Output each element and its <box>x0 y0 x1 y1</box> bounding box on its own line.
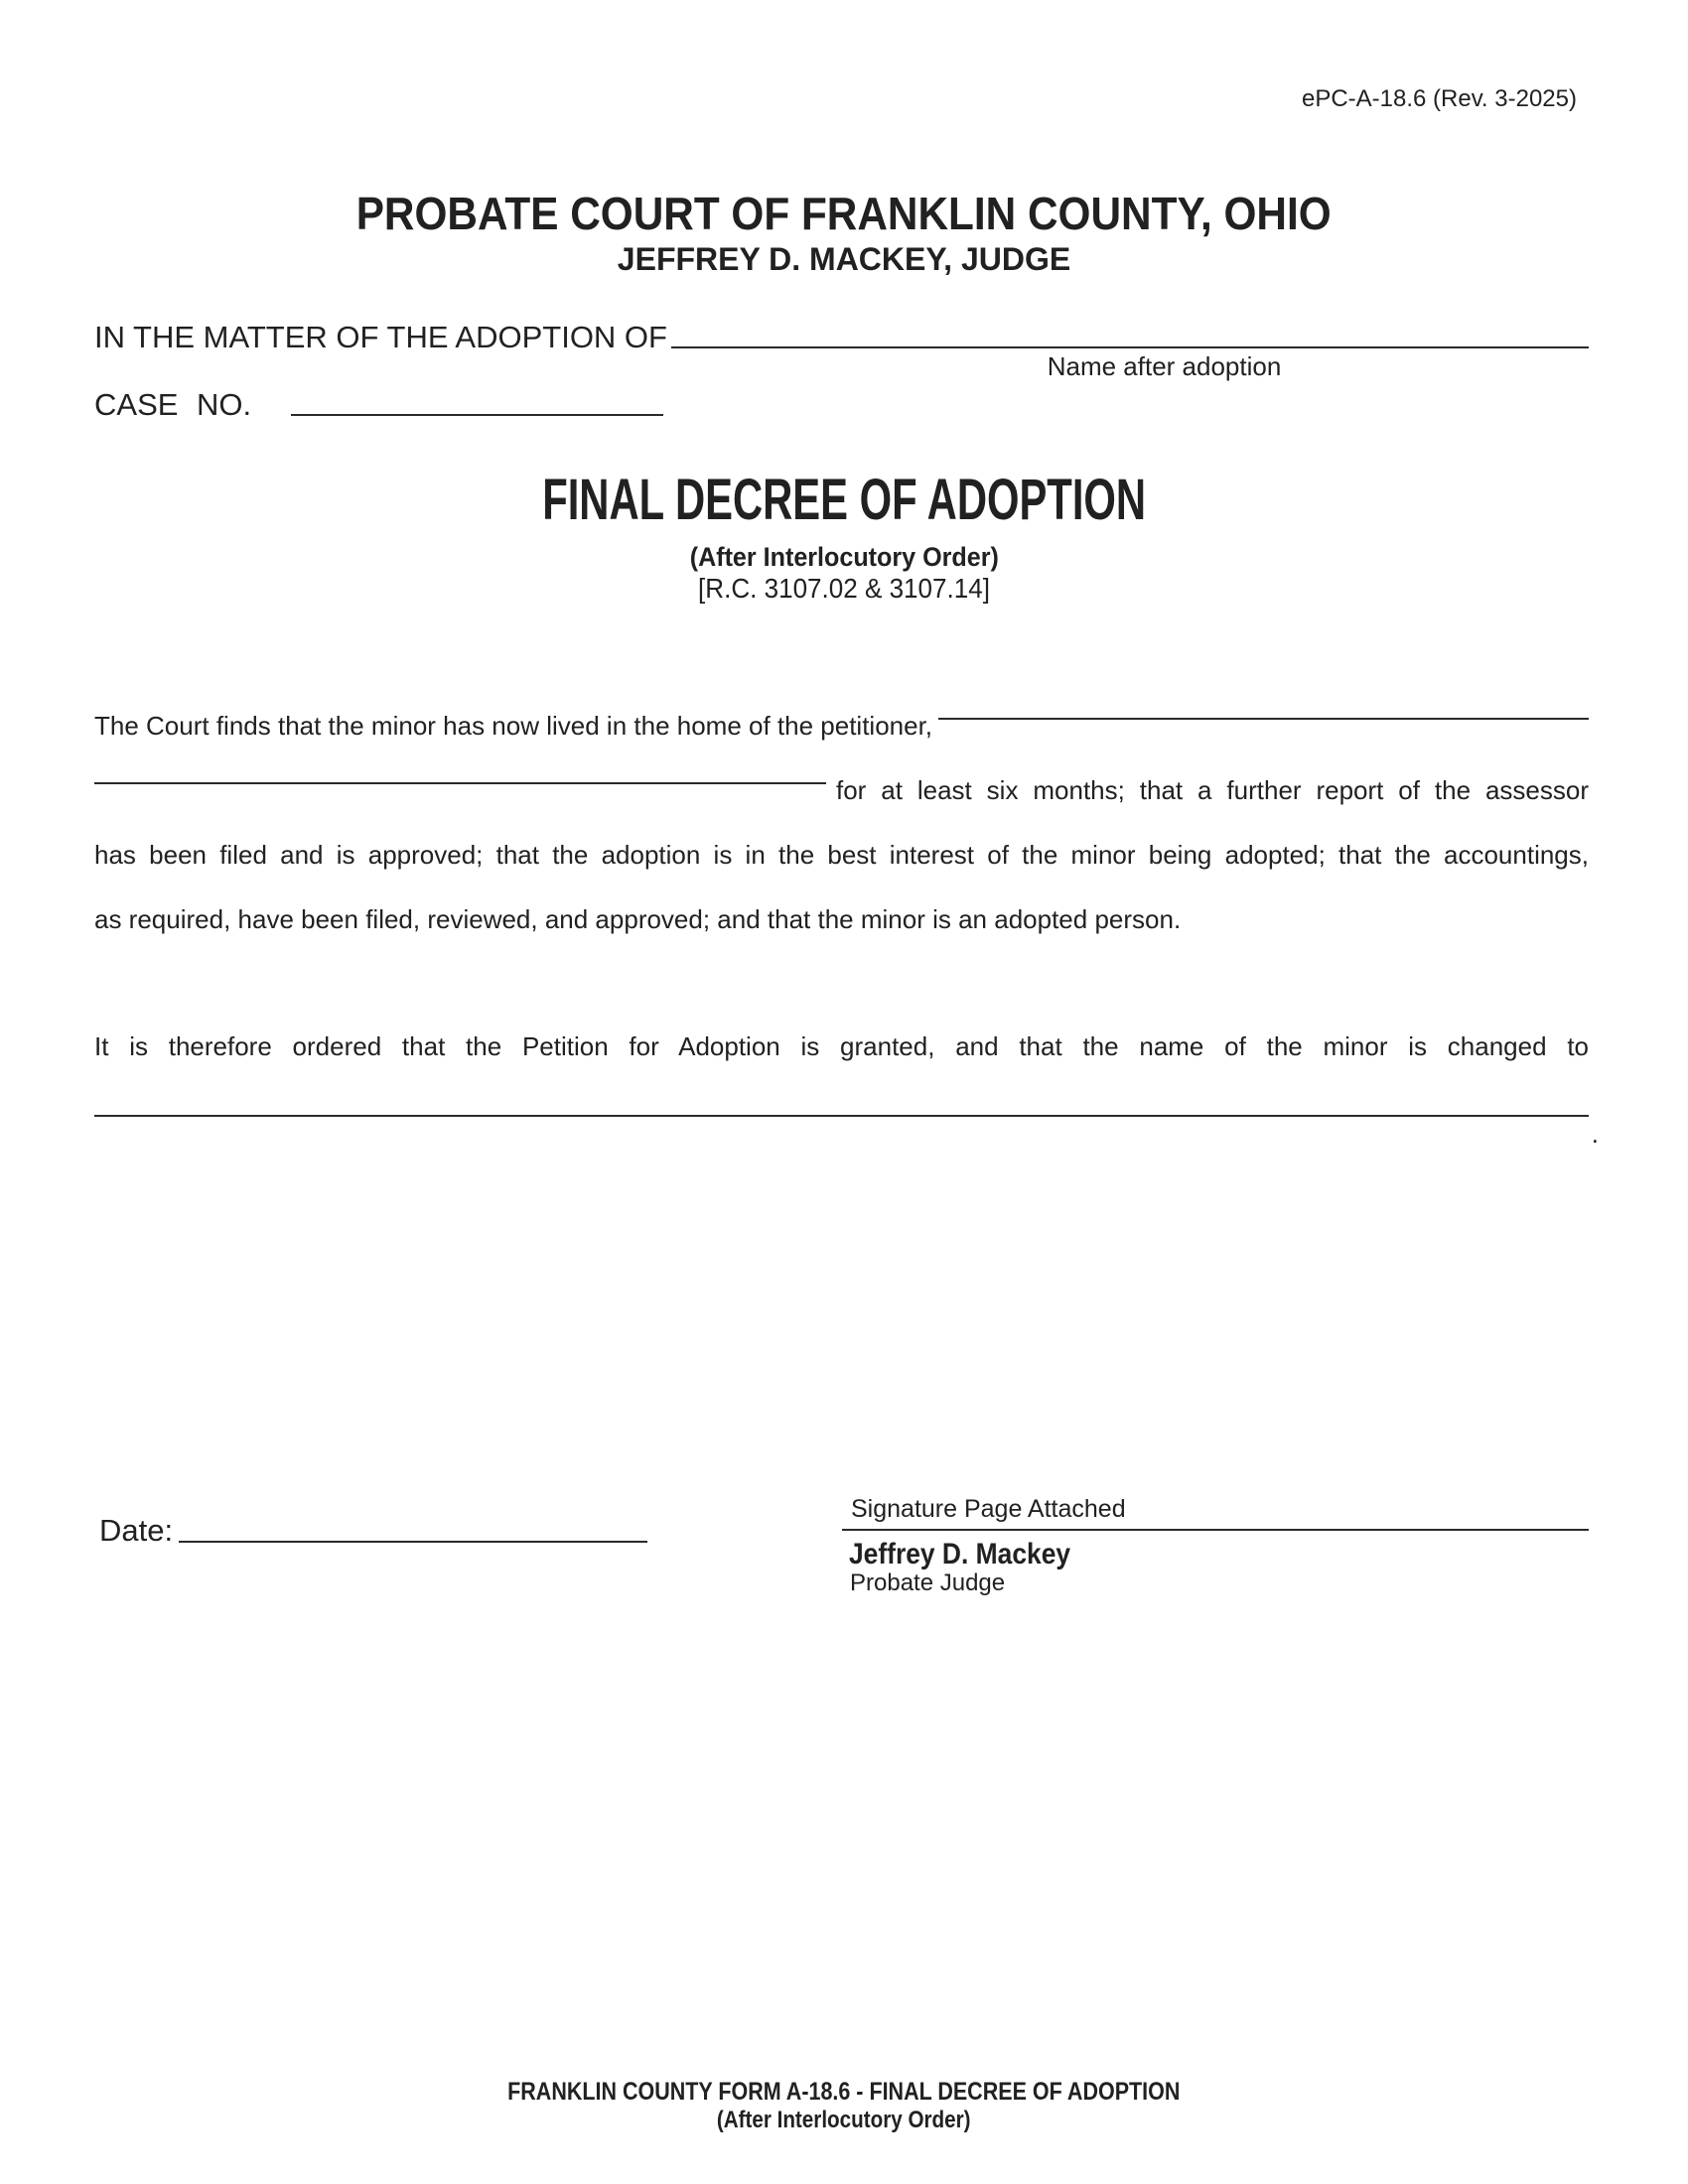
minor-new-name-field[interactable] <box>94 1115 1599 1149</box>
footer-form-subtitle-row <box>0 2107 1688 2134</box>
petitioner-name-field-continued[interactable] <box>94 782 826 784</box>
decree-subtitle-row <box>0 542 1688 573</box>
court-title: PROBATE COURT OF FRANKLIN COUNTY, OHIO <box>356 188 1332 239</box>
petitioner-name-field[interactable] <box>938 718 1589 720</box>
judge-name: Jeffrey D. Mackey <box>849 1538 1071 1570</box>
decree-title-row <box>0 469 1688 532</box>
case-no-field[interactable] <box>291 414 663 416</box>
form-number: ePC-A-18.6 (Rev. 3-2025) <box>1301 85 1577 112</box>
sentence-period: . <box>1591 1119 1599 1149</box>
date-label: Date: <box>99 1513 174 1548</box>
body-paragraph-order <box>94 1015 1599 1149</box>
para1-line4: as required, have been filed, reviewed, and approved; and that the minor is an adopted person. <box>94 904 1182 934</box>
matter-row <box>94 320 1589 355</box>
para1-line2: for at least six months; that a further report of the assessor <box>836 775 1589 805</box>
para2-line1: It is therefore ordered that the Petition for Adoption is granted, and that the name of the minor is changed to <box>94 1031 1589 1061</box>
para1-line1-row <box>94 694 1589 758</box>
matter-of-label: IN THE MATTER OF THE ADOPTION OF <box>94 320 667 354</box>
judge-name-row <box>849 1538 1100 1571</box>
signature-line <box>842 1529 1589 1531</box>
decree-subtitle: (After Interlocutory Order) <box>689 542 999 572</box>
body-paragraph-findings <box>94 694 1589 952</box>
case-no-label: CASE NO. <box>94 387 252 422</box>
name-after-adoption-caption: Name after adoption <box>1047 351 1282 381</box>
para1-line2-row <box>94 758 1589 823</box>
judge-subtitle-row <box>0 241 1688 277</box>
judge-title: Probate Judge <box>850 1570 1006 1596</box>
footer <box>0 2077 1688 2134</box>
para1-line1: The Court finds that the minor has now lived in the home of the petitioner, <box>94 711 933 741</box>
footer-form-subtitle: (After Interlocutory Order) <box>717 2107 971 2133</box>
para1-line3: has been filed and is approved; that the adoption is in the best interest of the minor being adopted; that the accountings, <box>94 840 1589 870</box>
date-row <box>99 1513 647 1549</box>
name-after-adoption-field[interactable] <box>671 346 1589 348</box>
footer-form-title-row <box>0 2077 1688 2107</box>
statute-citation-row <box>0 573 1688 605</box>
statute-citation: [R.C. 3107.02 & 3107.14] <box>698 573 990 604</box>
judge-subtitle: JEFFREY D. MACKEY, JUDGE <box>617 241 1071 277</box>
court-title-row <box>0 189 1688 238</box>
decree-title: FINAL DECREE OF ADOPTION <box>542 468 1146 532</box>
date-field[interactable] <box>179 1541 647 1543</box>
footer-form-title: FRANKLIN COUNTY FORM A-18.6 - FINAL DECREE OF ADOPTION <box>507 2078 1181 2106</box>
signature-caption: Signature Page Attached <box>851 1495 1126 1523</box>
case-number-row <box>94 387 663 423</box>
